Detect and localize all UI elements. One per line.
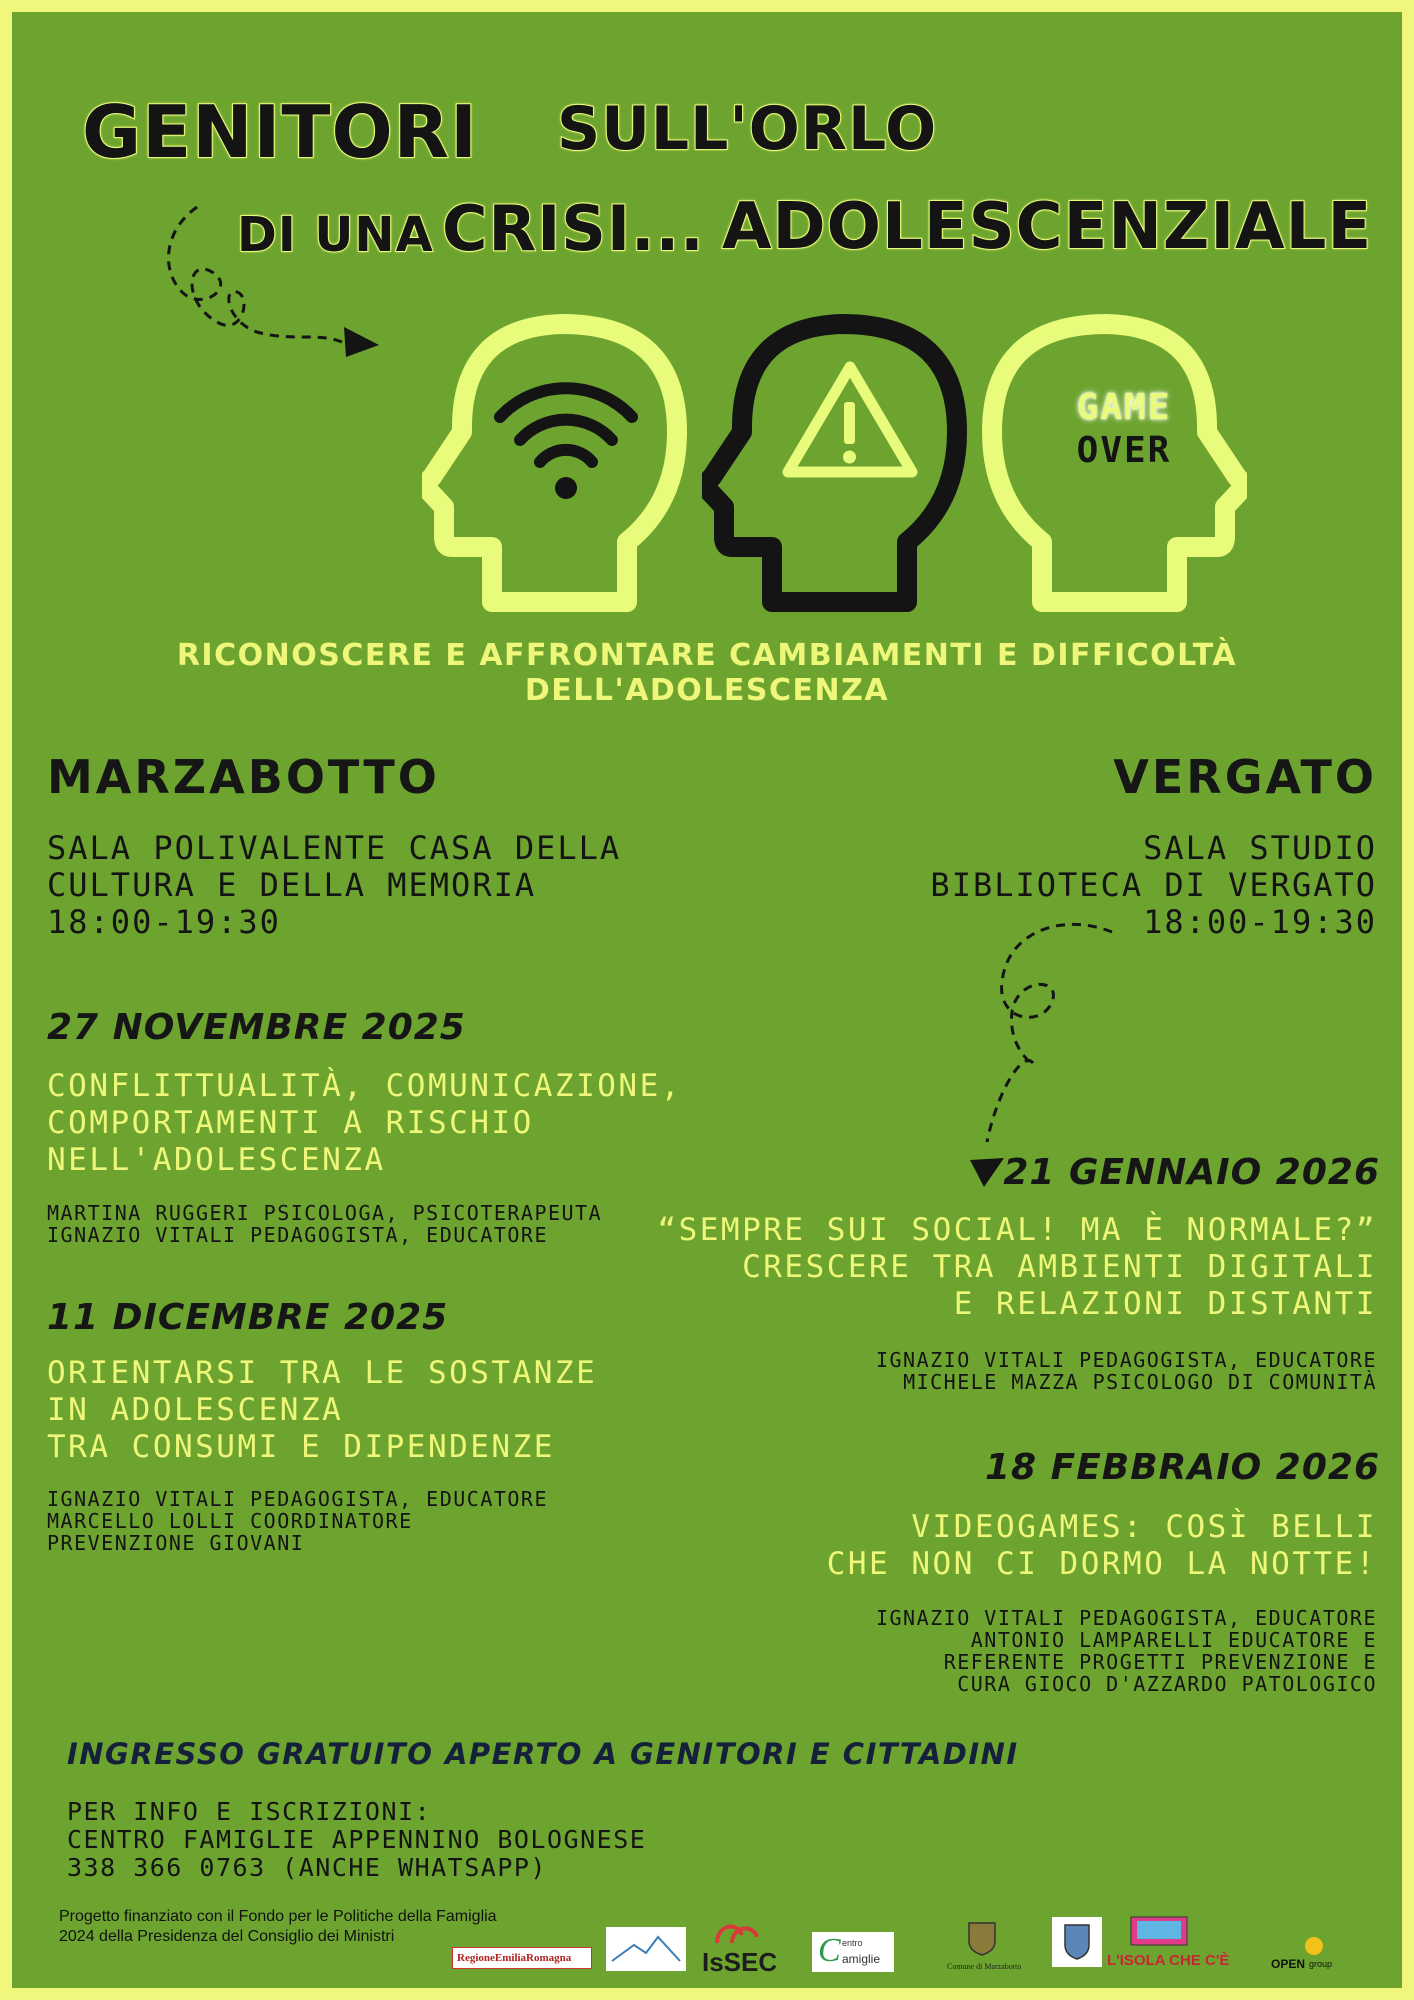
title-di-una: DI UNA [237,207,434,263]
title-genitori: GENITORI [82,90,478,174]
free-entry-banner: INGRESSO GRATUITO APERTO A GENITORI E CITTADINI [67,1737,1019,1771]
crest-icon-vergato [1052,1917,1102,1967]
dashed-arrow-decoration-right [942,912,1162,1192]
event-topic-4: VIDEOGAMES: COSÌ BELLI CHE NON CI DORMO LA NOTTE! [826,1509,1377,1582]
title-sull-orlo: SULL'ORLO [557,94,938,164]
event-speakers-4: IGNAZIO VITALI PEDAGOGISTA, EDUCATORE ANTONIO LAMPARELLI EDUCATORE E REFERENTE PROGETTI PREVENZIONE E CURA GIOCO D'AZZARDO PATOLOGICO [875,1606,1377,1696]
event-speakers-3: IGNAZIO VITALI PEDAGOGISTA, EDUCATORE MICHELE MAZZA PSICOLOGO DI COMUNITÀ [875,1348,1377,1394]
mountain-icon [606,1927,686,1971]
logo-regione-emilia-romagna [452,1947,592,1969]
game-text: GAME [1076,387,1172,428]
logo-comune-marzabotto [947,1917,1022,1979]
title-adolescenziale: ADOLESCENZIALE [722,190,1373,264]
issec-swirl-icon [702,1917,772,1947]
venue-marzabotto: SALA POLIVALENTE CASA DELLA CULTURA E DELLA MEMORIA 18:00-19:30 [47,829,622,941]
crest-icon [947,1917,1017,1957]
centro-famiglie-text-b: amiglie [842,1952,881,1966]
title-crisi: CRISI... [442,192,705,265]
open-group-logo-text: group [1309,1959,1333,1969]
event-speakers-1: MARTINA RUGGERI PSICOLOGA, PSICOTERAPEUTA IGNAZIO VITALI PEDAGOGISTA, EDUCATORE [47,1201,603,1247]
open-group-sun-icon [1305,1937,1323,1955]
event-date-3: 21 GENNAIO 2026 [1003,1152,1380,1193]
event-topic-3: “SEMPRE SUI SOCIAL! MA È NORMALE?” CRESCERE TRA AMBIENTI DIGITALI E RELAZIONI DISTANTI [657,1212,1377,1322]
event-speakers-2: IGNAZIO VITALI PEDAGOGISTA, EDUCATORE MARCELLO LOLLI COORDINATORE PREVENZIONE GIOVANI [47,1487,549,1555]
regione-logo-text: RegioneEmiliaRomagna [457,1952,572,1964]
city-vergato: VERGATO [1113,750,1377,804]
comune-marzabotto-text: Comune di Marzabotto [947,1962,1022,1971]
contact-info: PER INFO E ISCRIZIONI: CENTRO FAMIGLIE APPENNINO BOLOGNESE 338 366 0763 (ANCHE WHATSAPP) [67,1797,647,1882]
logo-open-group [1257,1937,1337,1977]
venue-vergato: SALA STUDIO BIBLIOTECA DI VERGATO 18:00-19:30 [930,829,1377,941]
centro-famiglie-c: C [818,1932,841,1969]
event-topic-1: CONFLITTUALITÀ, COMUNICAZIONE, COMPORTAMENTI A RISCHIO NELL'ADOLESCENZA [47,1068,682,1178]
head-wifi-icon [422,312,692,622]
logo-isola-che-ce [1107,1915,1230,1979]
event-topic-2: ORIENTARSI TRA LE SOSTANZE IN ADOLESCENZA TRA CONSUMI E DIPENDENZE [47,1355,598,1465]
over-text: OVER [1076,430,1172,471]
dashed-arrow-decoration [142,192,412,432]
centro-famiglie-text-a: entro [842,1938,863,1948]
issec-logo-text: IsSEC [702,1947,778,1977]
logo-comune-vergato [1052,1917,1102,1967]
logo-mountains [606,1927,686,1971]
city-marzabotto: MARZABOTTO [47,750,440,804]
isola-picture-icon [1129,1915,1189,1947]
head-warning-icon [702,312,972,622]
subtitle: RICONOSCERE E AFFRONTARE CAMBIAMENTI E DIFFICOLTÀ DELL'ADOLESCENZA [176,638,1238,708]
poster [12,12,1402,1988]
funding-note: Progetto finanziato con il Fondo per le Politiche della Famiglia 2024 della Presidenza del Consiglio dei Ministri [59,1908,497,1945]
logo-issec [702,1917,778,1977]
event-date-1: 27 NOVEMBRE 2025 [47,1007,466,1048]
isola-logo-text: L'ISOLA CHE C'È [1107,1952,1230,1969]
event-date-4: 18 FEBBRAIO 2026 [984,1447,1380,1488]
logo-centro-famiglie [812,1932,894,1972]
event-date-2: 11 DICEMBRE 2025 [47,1297,449,1338]
open-logo-text: OPEN [1271,1957,1306,1971]
